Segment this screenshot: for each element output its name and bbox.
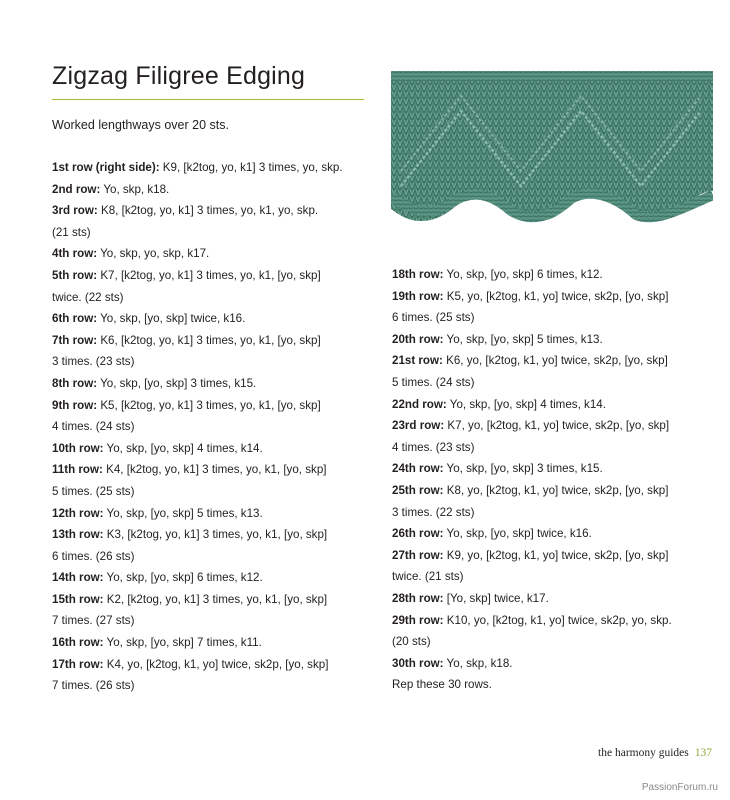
- instruction-line: 14th row: Yo, skp, [yo, skp] 6 times, k12.: [52, 571, 263, 585]
- instruction-line: 6th row: Yo, skp, [yo, skp] twice, k16.: [52, 312, 246, 326]
- title-underline: [52, 99, 364, 100]
- instruction-line: 4 times. (24 sts): [52, 420, 135, 434]
- instruction-line: 3 times. (22 sts): [392, 505, 475, 519]
- site-watermark: PassionForum.ru: [641, 782, 718, 793]
- instruction-line: 28th row: [Yo, skp] twice, k17.: [392, 591, 549, 605]
- book-title: the harmony guides: [598, 747, 689, 759]
- instruction-line: (21 sts): [52, 225, 91, 239]
- instruction-line: twice. (22 sts): [52, 290, 124, 304]
- instruction-line: 17th row: K4, yo, [k2tog, k1, yo] twice, sk2p, [yo, skp]: [52, 657, 329, 671]
- instruction-line: 7 times. (27 sts): [52, 614, 135, 628]
- instruction-line: 7 times. (26 sts): [52, 679, 135, 693]
- instruction-line: (20 sts): [392, 635, 431, 649]
- instruction-line: 4 times. (23 sts): [392, 440, 475, 454]
- instruction-line: 24th row: Yo, skp, [yo, skp] 3 times, k15.: [392, 462, 603, 476]
- instruction-line: 15th row: K2, [k2tog, yo, k1] 3 times, yo, k1, [yo, skp]: [52, 592, 328, 606]
- instruction-line: 4th row: Yo, skp, yo, skp, k17.: [52, 247, 210, 261]
- instruction-line: 7th row: K6, [k2tog, yo, k1] 3 times, yo, k1, [yo, skp]: [52, 333, 321, 347]
- instruction-line: 2nd row: Yo, skp, k18.: [52, 182, 170, 196]
- instruction-line: 13th row: K3, [k2tog, yo, k1] 3 times, yo, k1, [yo, skp]: [52, 528, 328, 542]
- instruction-line: 21st row: K6, yo, [k2tog, k1, yo] twice, sk2p, [yo, skp]: [392, 354, 668, 368]
- instruction-line: 3 times. (23 sts): [52, 355, 135, 369]
- instruction-line: 27th row: K9, yo, [k2tog, k1, yo] twice, sk2p, [yo, skp]: [392, 548, 669, 562]
- pattern-intro: Worked lengthways over 20 sts.: [52, 118, 229, 132]
- instruction-line: 5 times. (25 sts): [52, 484, 135, 498]
- instruction-line: 3rd row: K8, [k2tog, yo, k1] 3 times, yo, k1, yo, skp.: [52, 204, 319, 218]
- instructions-right-column: [392, 264, 692, 696]
- instruction-line: 25th row: K8, yo, [k2tog, k1, yo] twice, sk2p, [yo, skp]: [392, 483, 669, 497]
- instruction-line: 11th row: K4, [k2tog, yo, k1] 3 times, yo, k1, [yo, skp]: [52, 463, 327, 477]
- instruction-line: 18th row: Yo, skp, [yo, skp] 6 times, k12.: [392, 268, 603, 281]
- instruction-line: 6 times. (25 sts): [392, 311, 475, 325]
- knitted-lace-swatch-icon: [391, 71, 713, 228]
- instruction-line: 5th row: K7, [k2tog, yo, k1] 3 times, yo, k1, [yo, skp]: [52, 268, 321, 282]
- instruction-line: 8th row: Yo, skp, [yo, skp] 3 times, k15.: [52, 376, 257, 390]
- instruction-line: 5 times. (24 sts): [392, 375, 475, 389]
- instruction-line: 6 times. (26 sts): [52, 549, 135, 563]
- page-number: 137: [694, 747, 712, 759]
- instruction-line: 26th row: Yo, skp, [yo, skp] twice, k16.: [392, 527, 592, 541]
- instructions-left-column: [52, 157, 352, 697]
- instruction-line: 20th row: Yo, skp, [yo, skp] 5 times, k13.: [392, 332, 603, 346]
- instruction-line: twice. (21 sts): [392, 570, 464, 584]
- page-footer: [598, 747, 712, 759]
- instruction-line: 10th row: Yo, skp, [yo, skp] 4 times, k14.: [52, 441, 263, 455]
- instruction-line: 9th row: K5, [k2tog, yo, k1] 3 times, yo, k1, [yo, skp]: [52, 398, 321, 412]
- page-title: Zigzag Filigree Edging: [52, 62, 306, 90]
- instruction-line: 16th row: Yo, skp, [yo, skp] 7 times, k11.: [52, 636, 262, 650]
- instruction-line: 30th row: Yo, skp, k18.: [392, 656, 513, 670]
- instruction-line: 12th row: Yo, skp, [yo, skp] 5 times, k13.: [52, 506, 263, 520]
- instruction-line: Rep these 30 rows.: [392, 678, 492, 692]
- instruction-line: 1st row (right side): K9, [k2tog, yo, k1] 3 times, yo, skp.: [52, 161, 343, 174]
- instruction-line: 22nd row: Yo, skp, [yo, skp] 4 times, k14.: [392, 397, 606, 411]
- instruction-line: 23rd row: K7, yo, [k2tog, k1, yo] twice, sk2p, [yo, skp]: [392, 419, 670, 433]
- instruction-line: 29th row: K10, yo, [k2tog, k1, yo] twice, sk2p, yo, skp.: [392, 613, 672, 627]
- instruction-line: 19th row: K5, yo, [k2tog, k1, yo] twice, sk2p, [yo, skp]: [392, 289, 669, 303]
